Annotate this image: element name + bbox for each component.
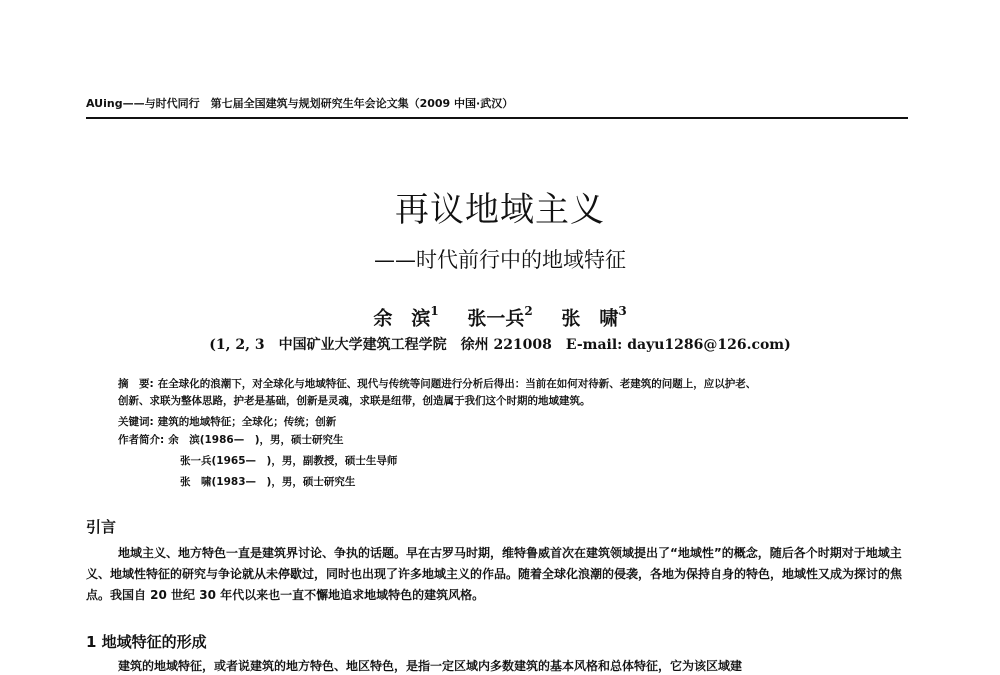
header-rule [86, 117, 908, 119]
section1-paragraph-text: 建筑的地域特征，或者说建筑的地方特色、地区特色，是指一定区域内多数建筑的基本风格和总体特征，它为该区域建 [118, 659, 743, 673]
author-bio-entry: 张 啸(1983— )，男，硕士研究生 [180, 476, 356, 488]
paper-title: 再议地域主义 [395, 190, 605, 230]
author-bio-entry: 余 滨(1986— )，男，硕士研究生 [168, 434, 344, 446]
keywords-label: 关键词: [118, 416, 154, 428]
abstract-text: 在全球化的浪潮下，对全球化与地域特征、现代与传统等问题进行分析后得出：当前在如何对待新、老建筑的问题上，应以护老、 [157, 378, 757, 390]
author-name: 张 啸 [561, 307, 619, 330]
abstract [118, 376, 898, 410]
abstract-text-continued: 创新、求联为整体思路，护老是基础，创新是灵魂，求联是纽带，创造属于我们这个时期的地域建筑。 [118, 395, 591, 407]
keywords-text: 建筑的地域特征；全球化；传统；创新 [157, 416, 337, 428]
section1-paragraph [86, 656, 908, 675]
section-heading-intro: 引言 [86, 518, 117, 536]
author-bio [118, 432, 898, 449]
keywords [118, 414, 898, 431]
author-bio-entry: 张一兵(1965— )，男，副教授，硕士生导师 [180, 455, 398, 467]
author-name: 余 滨 [373, 307, 431, 330]
intro-paragraph [86, 543, 908, 606]
author-name: 张一兵 [467, 307, 525, 330]
author-bio-label: 作者简介: [118, 434, 165, 446]
paper-subtitle: ——时代前行中的地域特征 [374, 248, 626, 272]
author-affil-mark: 1 [430, 304, 439, 318]
section-heading-1: 1 地域特征的形成 [86, 633, 207, 651]
running-head: AUing——与时代同行 第七届全国建筑与规划研究生年会论文集（2009 中国·武汉） [86, 97, 514, 110]
author-list [0, 300, 1000, 331]
author-affil-mark: 2 [524, 304, 533, 318]
intro-paragraph-text: 地域主义、地方特色一直是建筑界讨论、争执的话题。早在古罗马时期，维特鲁威首次在建筑领域提出了“地域性”的概念，随后各个时期对于地域主义、地域性特征的研究与争论就从未停歇过，同时也出现了许多地域主义的作品。随着全球化浪潮的侵袭，各地为保持自身的特色，地域性又成为探讨的焦点。我国自 20 世纪 30 年代以来也一直不懈地追求地域特色的建筑风格。 [86, 546, 903, 602]
abstract-label: 摘 要: [118, 378, 154, 390]
author-affil-mark: 3 [618, 304, 627, 318]
affiliation: (1, 2, 3 中国矿业大学建筑工程学院 徐州 221008 E-mail: dayu1286@126.com) [209, 337, 791, 353]
